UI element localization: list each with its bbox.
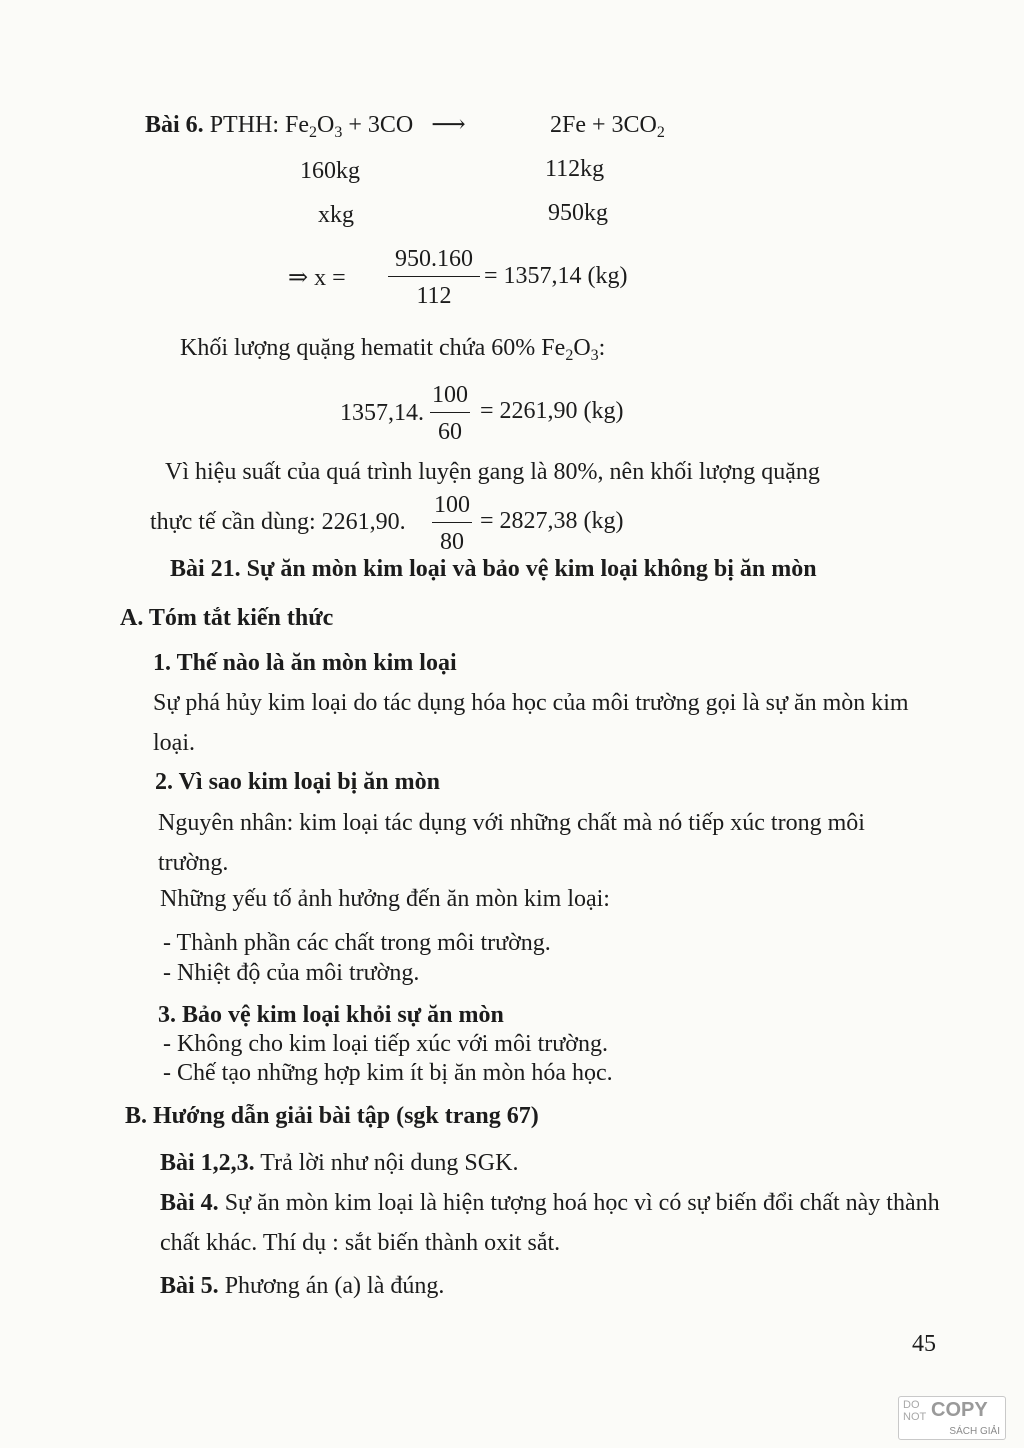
exercise-4-text: Sự ăn mòn kim loại là hiện tượng hoá học vì có sự biến đổi chất này thành chất khác. Thí dụ : sắt biến thành oxit sắt. [160, 1190, 940, 1256]
heading-3: 3. Bảo vệ kim loại khỏi sự ăn mòn [158, 1002, 504, 1028]
exercise-5-text: Phương án (a) là đúng. [224, 1273, 445, 1299]
heading-1: 1. Thế nào là ăn mòn kim loại [153, 650, 457, 676]
fe2o3-formula [285, 112, 343, 141]
watermark-brand: SÁCH GIẢI [949, 1426, 1000, 1437]
result-3: = 2827,38 (kg) [480, 508, 624, 534]
products [550, 110, 665, 140]
khoi-a: Khối lượng quặng hematit chứa 60% Fe [180, 335, 566, 361]
frac1-bar [388, 276, 480, 277]
wm-not: NOT [903, 1411, 927, 1423]
watermark-do [903, 1399, 926, 1423]
khoi-c: : [598, 335, 606, 361]
frac3-den: 80 [440, 529, 464, 555]
lesson-title: Bài 21. Sự ăn mòn kim loại và bảo vệ kim loại không bị ăn mòn [170, 556, 817, 582]
section-b-heading: B. Hướng dẫn giải bài tập (sgk trang 67) [125, 1103, 539, 1129]
paragraph-3: Những yếu tố ảnh hưởng đến ăn mòn kim loại: [160, 886, 610, 912]
list-item-3: - Không cho kim loại tiếp xúc với môi trường. [163, 1031, 608, 1057]
list-item-4: - Chế tạo những hợp kim ít bị ăn mòn hóa học. [163, 1060, 613, 1086]
bai6-label: Bài 6. [145, 112, 204, 138]
result-1: = 1357,14 (kg) [484, 263, 628, 289]
frac2-den: 60 [438, 419, 462, 445]
exercise-4-label: Bài 4. [160, 1190, 219, 1216]
frac2-num: 100 [432, 382, 468, 408]
section-a-heading: A. Tóm tắt kiến thức [120, 605, 334, 631]
exercise-123-text: Trả lời như nội dung SGK. [260, 1150, 519, 1176]
paragraph-2: Nguyên nhân: kim loại tác dụng với những chất mà nó tiếp xúc trong môi trường. [158, 810, 865, 876]
khoi-b: O [573, 335, 591, 361]
khoi-luong-line [180, 333, 605, 363]
mass-950: 950kg [548, 200, 608, 226]
frac3-num: 100 [434, 492, 470, 518]
product-co2 [592, 112, 665, 141]
paragraph-1: Sự phá hủy kim loại do tác dụng hóa học của môi trường gọi là sự ăn mòn kim loại. [153, 690, 909, 756]
exercise-123-label: Bài 1,2,3. [160, 1150, 255, 1176]
exercise-5-label: Bài 5. [160, 1273, 219, 1299]
hieu-suat-line2: thực tế cần dùng: 2261,90. [150, 509, 406, 535]
list-item-1: - Thành phần các chất trong môi trường. [163, 930, 551, 956]
heading-2: 2. Vì sao kim loại bị ăn mòn [155, 769, 440, 795]
mass-x: xkg [318, 202, 354, 228]
fraction-1 [388, 244, 480, 311]
reactant-co: + 3CO [348, 112, 414, 138]
co2-sub: 2 [656, 124, 665, 141]
watermark-copy: COPY [931, 1399, 988, 1421]
fraction-3 [432, 490, 472, 557]
bai6-line [145, 110, 478, 140]
fraction-2 [430, 380, 470, 447]
fe2o3-sub2: 3 [334, 124, 343, 141]
frac2-bar [430, 412, 470, 413]
product-fe: 2Fe [550, 112, 586, 138]
watermark [898, 1396, 1006, 1440]
frac3-bar [432, 522, 472, 523]
khoi-sub2: 3 [590, 347, 599, 364]
exercise-5 [160, 1271, 444, 1301]
reaction-arrow: ⟶ [431, 112, 466, 138]
khoi-sub1: 2 [565, 347, 574, 364]
calc2-left: 1357,14. [340, 400, 424, 426]
exercise-4 [160, 1183, 940, 1263]
frac1-num: 950.160 [395, 246, 473, 272]
fe2o3-sub1: 2 [309, 124, 318, 141]
result-2: = 2261,90 (kg) [480, 398, 624, 424]
list-item-2: - Nhiệt độ của môi trường. [163, 960, 420, 986]
implies-x: ⇒ x = [288, 265, 346, 291]
pthh-label: PTHH: [209, 112, 280, 138]
fe2o3-a: Fe [285, 112, 310, 138]
page-number: 45 [912, 1331, 936, 1357]
co2-text: + 3CO [592, 112, 657, 138]
mass-112: 112kg [545, 156, 605, 182]
fe2o3-b: O [317, 112, 335, 138]
mass-160: 160kg [300, 158, 360, 184]
exercise-123 [160, 1148, 518, 1178]
frac1-den: 112 [416, 283, 452, 309]
wm-do: DO [903, 1399, 920, 1411]
hieu-suat-line1: Vì hiệu suất của quá trình luyện gang là 80%, nên khối lượng quặng [165, 459, 820, 485]
